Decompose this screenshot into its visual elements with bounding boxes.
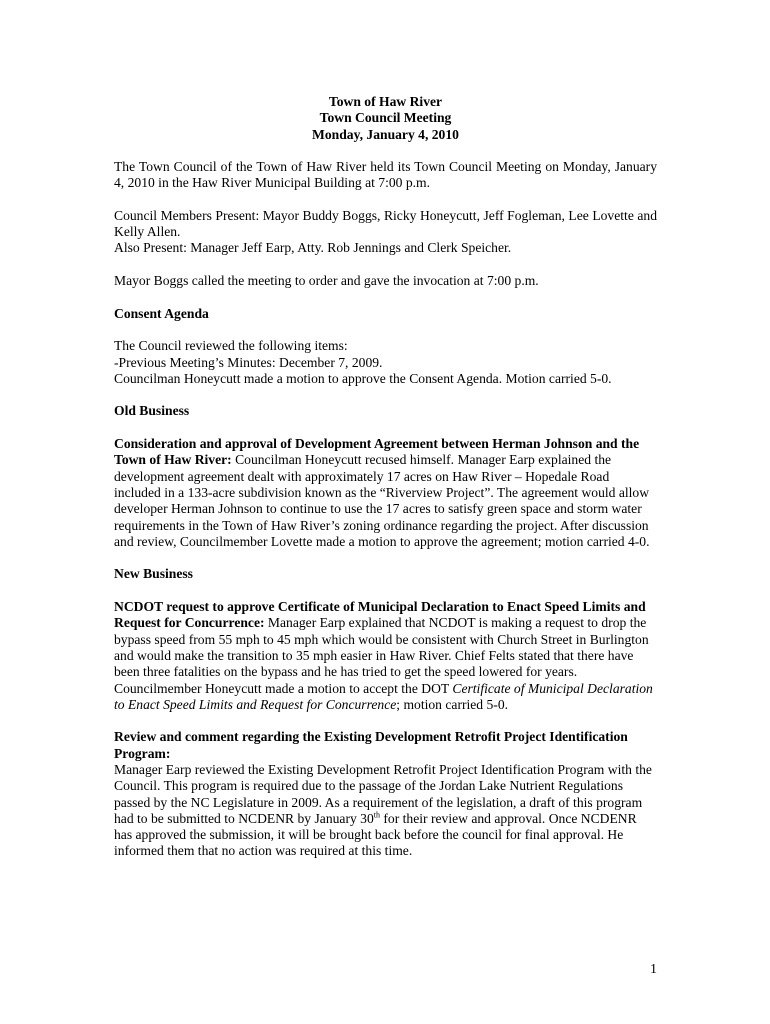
members-present: Council Members Present: Mayor Buddy Boggs, Ricky Honeycutt, Jeff Fogleman, Lee Lovette and Kelly Allen. xyxy=(114,207,657,240)
item-text: Manager Earp reviewed the Existing Development Retrofit Project Identification Program with the Council. This program is required due to the passage of the Jordan Lake Nutrient Regulations passed by the NC Legislature in 2009. As a requirement of the legislation, a draft of this program had to be submitted to NCDENR by January 30 xyxy=(114,761,652,826)
item-italic-text: Certificate of Municipal Declaration to Enact Speed Limits and Request for Concurrence xyxy=(114,680,653,712)
call-to-order: Mayor Boggs called the meeting to order and gave the invocation at 7:00 p.m. xyxy=(114,273,539,289)
old-business-item xyxy=(114,436,657,550)
new-business-item-ncdot xyxy=(114,599,657,713)
item-title: Review and comment regarding the Existing Development Retrofit Project Identification Program: xyxy=(114,729,628,761)
ordinal-superscript: th xyxy=(373,810,380,820)
item-text: Manager Earp explained that NCDOT is making a request to drop the bypass speed from 55 mph to 45 mph which would be consistent with Church Street in Burlington and would make the transition to 35 mph easier in Haw River. Chief Felts stated that there have been three fatalities on the bypass and he has tried to get the speed lowered for years. Councilmember Honeycutt made a motion to accept the DOT xyxy=(114,615,649,696)
consent-line: Councilman Honeycutt made a motion to approve the Consent Agenda. Motion carried 5-0. xyxy=(114,370,612,386)
document-header xyxy=(114,94,657,143)
item-title: NCDOT request to approve Certificate of Municipal Declaration to Enact Speed Limits and Request for Concurrence: xyxy=(114,599,646,631)
item-text: for their review and approval. Once NCDENR has approved the submission, it will be brought back before the council for final approval. He informed them that no action was required at this time. xyxy=(114,810,637,859)
consent-line: The Council reviewed the following items: xyxy=(114,338,348,354)
new-business-item-retrofit xyxy=(114,729,657,859)
consent-paragraph xyxy=(114,338,657,387)
new-business-heading: New Business xyxy=(114,566,193,582)
header-town: Town of Haw River xyxy=(328,94,443,109)
old-business-heading: Old Business xyxy=(114,403,190,419)
header-date: Monday, January 4, 2010 xyxy=(312,126,459,142)
consent-heading: Consent Agenda xyxy=(114,305,209,321)
document-body xyxy=(114,159,657,876)
intro-paragraph: The Town Council of the Town of Haw River held its Town Council Meeting on Monday, January 4, 2010 in the Haw River Municipal Building at 7:00 p.m. xyxy=(114,159,657,191)
header-meeting: Town Council Meeting xyxy=(319,110,452,126)
item-text-end: ; motion carried 5-0. xyxy=(396,696,509,712)
item-text: Councilman Honeycutt recused himself. Manager Earp explained the development agreement dealt with approximately 17 acres on Haw River – Hopedale Road included in a 133-acre subdivision known as the “Riverview Project”. The agreement would allow developer Herman Johnson to continue to use the 17 acres to satisfy green space and storm water requirements in the Town of Haw River’s zoning ordinance regarding the project. After discussion and review, Councilmember Lovette made a motion to approve the agreement; motion carried 4-0. xyxy=(114,452,650,549)
page-number: 1 xyxy=(650,962,657,977)
attendance-paragraph xyxy=(114,208,657,257)
also-present: Also Present: Manager Jeff Earp, Atty. Rob Jennings and Clerk Speicher. xyxy=(114,240,512,256)
item-title: Consideration and approval of Development Agreement between Herman Johnson and the Town of Haw River: xyxy=(114,436,640,468)
consent-line: -Previous Meeting’s Minutes: December 7, 2009. xyxy=(114,354,383,370)
